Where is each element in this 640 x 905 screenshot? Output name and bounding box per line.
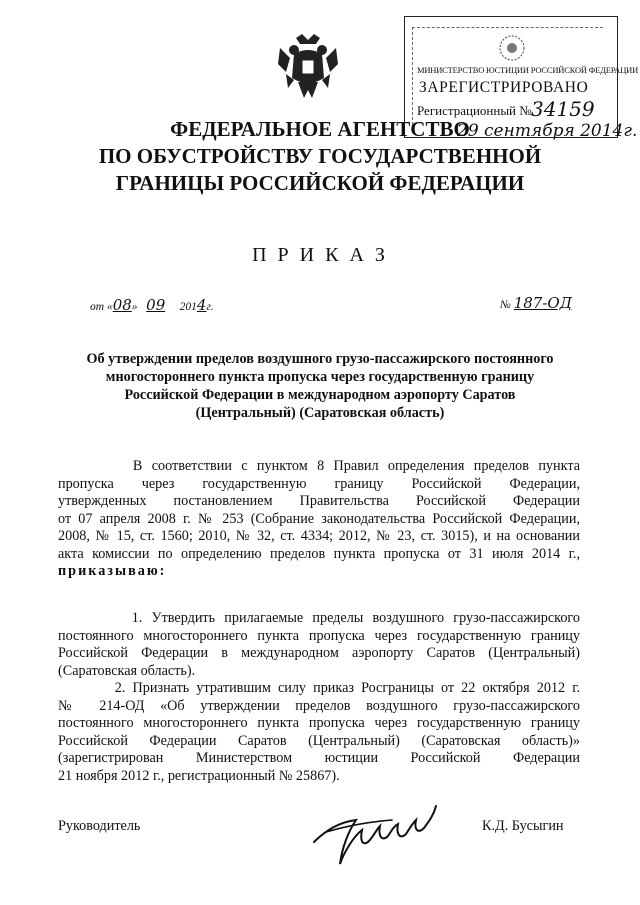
date-day: 08 — [112, 296, 132, 314]
item-line: (Саратовская область). — [58, 662, 196, 679]
number-prefix: № — [500, 299, 511, 311]
handwritten-signature — [296, 792, 446, 872]
date-mid: » — [131, 301, 138, 313]
number-value: 187-ОД — [513, 294, 572, 312]
date-year-suffix: 4 — [196, 296, 207, 314]
order-date — [90, 296, 214, 314]
order-word: приказываю: — [58, 563, 167, 579]
preamble-line: пропуска через государственную границу Российской Федерации, — [58, 475, 580, 492]
order-items — [58, 610, 580, 785]
subject-line: Об утверждении пределов воздушного грузо-пассажирского постоянного — [86, 351, 554, 367]
item-line: постоянного многостороннего пункта пропуска через государственную границу — [58, 627, 580, 644]
item-line: 1. Утвердить прилагаемые пределы воздушного грузо-пассажирского — [58, 610, 580, 626]
date-suffix: г. — [206, 301, 214, 313]
stamp-reg-number: 34159 — [531, 97, 595, 121]
order-number — [500, 294, 572, 312]
agency-line-1: ФЕДЕРАЛЬНОЕ АГЕНТСТВО — [170, 117, 470, 141]
preamble-line: 2008, № 15, ст. 1560; 2010, № 32, ст. 4334; 2012, № 23, ст. 3015), и на основании — [58, 528, 580, 544]
signatory-name: К.Д. Бусыгин — [482, 818, 564, 834]
date-year-prefix: 201 — [179, 301, 197, 313]
preamble-line: от 07 апреля 2008 г. № 253 (Собрание законодательства Российской Федерации, — [58, 510, 580, 527]
item-line: Российской Федерации Саратов (Центральный) (Саратовская область)» — [58, 732, 580, 749]
item-line: 2. Признать утратившим силу приказ Росграницы от 22 октября 2012 г. — [58, 680, 580, 696]
stamp-reg-label: Регистрационный № — [417, 103, 532, 118]
item-line: № 214-ОД «Об утверждении пределов воздушного грузо-пассажирского — [58, 697, 580, 714]
item-line: постоянного многостороннего пункта пропуска через государственную границу — [58, 715, 580, 731]
stamp-ministry-text: МИНИСТЕРСТВО ЮСТИЦИИ РОССИЙСКОЙ ФЕДЕРАЦИИ — [417, 65, 639, 75]
preamble-paragraph — [58, 458, 580, 581]
item-line: Российской Федерации в международном аэропорту Саратов (Центральный) — [58, 645, 580, 661]
date-prefix: от « — [90, 301, 113, 313]
order-subject — [60, 350, 580, 422]
item-line: 21 ноября 2012 г., регистрационный № 25867). — [58, 767, 340, 784]
preamble-line: акта комиссии по определению пределов пункта пропуска от 31 июля 2014 г., — [58, 545, 580, 562]
subject-line: многостороннего пункта пропуска через государственную границу — [105, 369, 535, 385]
agency-line-2: ПО ОБУСТРОЙСТВУ ГОСУДАРСТВЕННОЙ — [98, 144, 542, 168]
date-month: 09 — [146, 296, 166, 314]
signatory-position: Руководитель — [58, 818, 141, 834]
agency-line-3: ГРАНИЦЫ РОССИЙСКОЙ ФЕДЕРАЦИИ — [115, 171, 525, 195]
item-line: (зарегистрирован Министерством юстиции Российской Федерации — [58, 750, 580, 766]
document-title: П Р И К А З — [252, 244, 388, 266]
stamp-registered-text: ЗАРЕГИСТРИРОВАНО — [419, 79, 589, 96]
stamp-reg-date: 29 сентября 2014г. — [457, 121, 638, 141]
coat-of-arms-emblem — [272, 32, 344, 104]
preamble-line: В соответствии с пунктом 8 Правил определения пределов пункта — [58, 458, 580, 474]
preamble-line: утвержденных постановлением Правительства Российской Федерации — [58, 493, 580, 509]
ministry-emblem-icon — [497, 33, 527, 63]
subject-line: Российской Федерации в международном аэропорту Саратов — [124, 387, 516, 403]
subject-line: (Центральный) (Саратовская область) — [195, 405, 445, 421]
agency-heading — [40, 116, 600, 197]
